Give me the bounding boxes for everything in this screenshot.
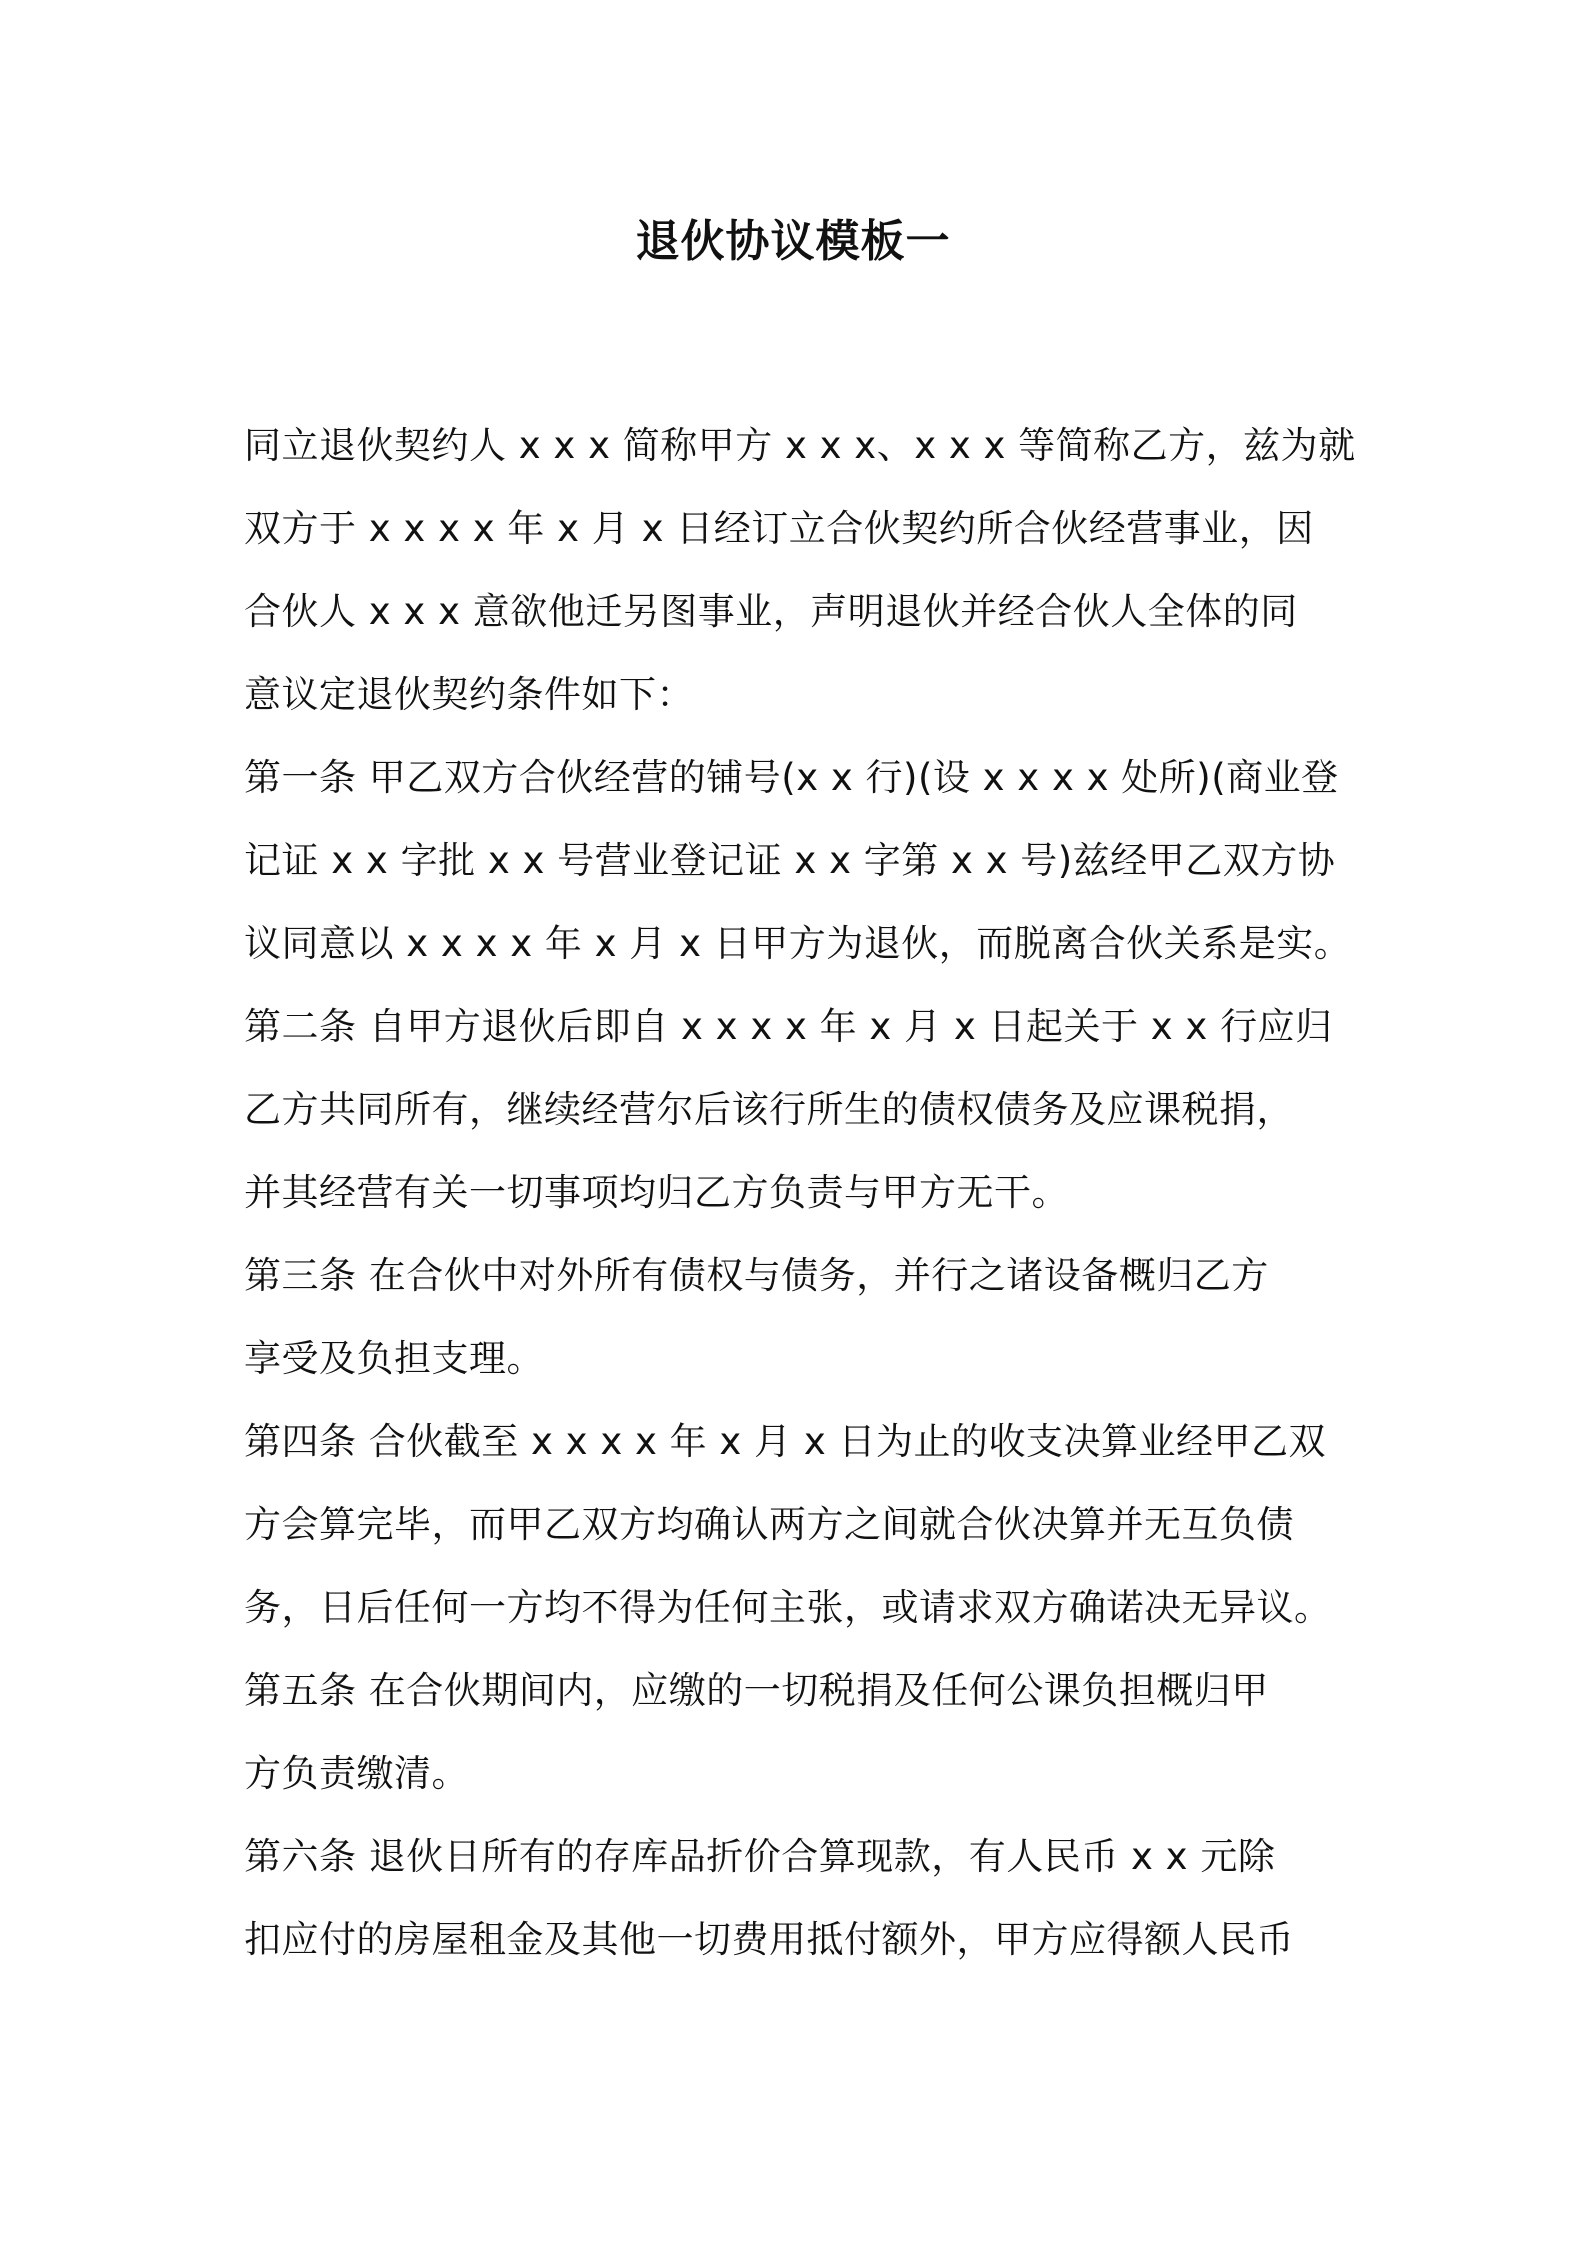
text-line: 双方于 x x x x 年 x 月 x 日经订立合伙契约所合伙经营事业，因 bbox=[244, 507, 1314, 550]
text-line: 记证 x x 字批 x x 号营业登记证 x x 字第 x x 号)兹经甲乙双方协 bbox=[244, 839, 1336, 882]
text-line: 合伙人 x x x 意欲他迁另图事业，声明退伙并经合伙人全体的同 bbox=[244, 590, 1298, 633]
article-3-line: 第三条 在合伙中对外所有债权与债务，并行之诸设备概归乙方 bbox=[244, 1254, 1269, 1297]
document-body bbox=[244, 404, 1364, 1981]
document-title: 退伙协议模板一 bbox=[635, 216, 951, 267]
text-line: 务，日后任何一方均不得为任何主张，或请求双方确诺决无异议。 bbox=[244, 1586, 1332, 1629]
text-line: 并其经营有关一切事项均归乙方负责与甲方无干。 bbox=[244, 1171, 1069, 1214]
article-1-line: 第一条 甲乙双方合伙经营的铺号(x x 行)(设 x x x x 处所)(商业登 bbox=[244, 756, 1339, 799]
text-line: 乙方共同所有，继续经营尔后该行所生的债权债务及应课税捐， bbox=[244, 1088, 1294, 1131]
text-line: 享受及负担支理。 bbox=[244, 1337, 544, 1380]
article-4-line: 第四条 合伙截至 x x x x 年 x 月 x 日为止的收支决算业经甲乙双 bbox=[244, 1420, 1326, 1463]
text-line: 扣应付的房屋租金及其他一切费用抵付额外，甲方应得额人民币 bbox=[244, 1918, 1294, 1961]
text-line: 同立退伙契约人 x x x 简称甲方 x x x、x x x 等简称乙方，兹为就 bbox=[244, 424, 1356, 467]
text-line: 意议定退伙契约条件如下： bbox=[244, 673, 694, 716]
text-line: 议同意以 x x x x 年 x 月 x 日甲方为退伙，而脱离合伙关系是实。 bbox=[244, 922, 1352, 965]
article-6-line: 第六条 退伙日所有的存库品折价合算现款，有人民币 x x 元除 bbox=[244, 1835, 1276, 1878]
text-line: 方负责缴清。 bbox=[244, 1752, 469, 1795]
text-line: 方会算完毕，而甲乙双方均确认两方之间就合伙决算并无互负债 bbox=[244, 1503, 1294, 1546]
article-5-line: 第五条 在合伙期间内，应缴的一切税捐及任何公课负担概归甲 bbox=[244, 1669, 1269, 1712]
article-2-line: 第二条 自甲方退伙后即自 x x x x 年 x 月 x 日起关于 x x 行应归 bbox=[244, 1005, 1333, 1048]
